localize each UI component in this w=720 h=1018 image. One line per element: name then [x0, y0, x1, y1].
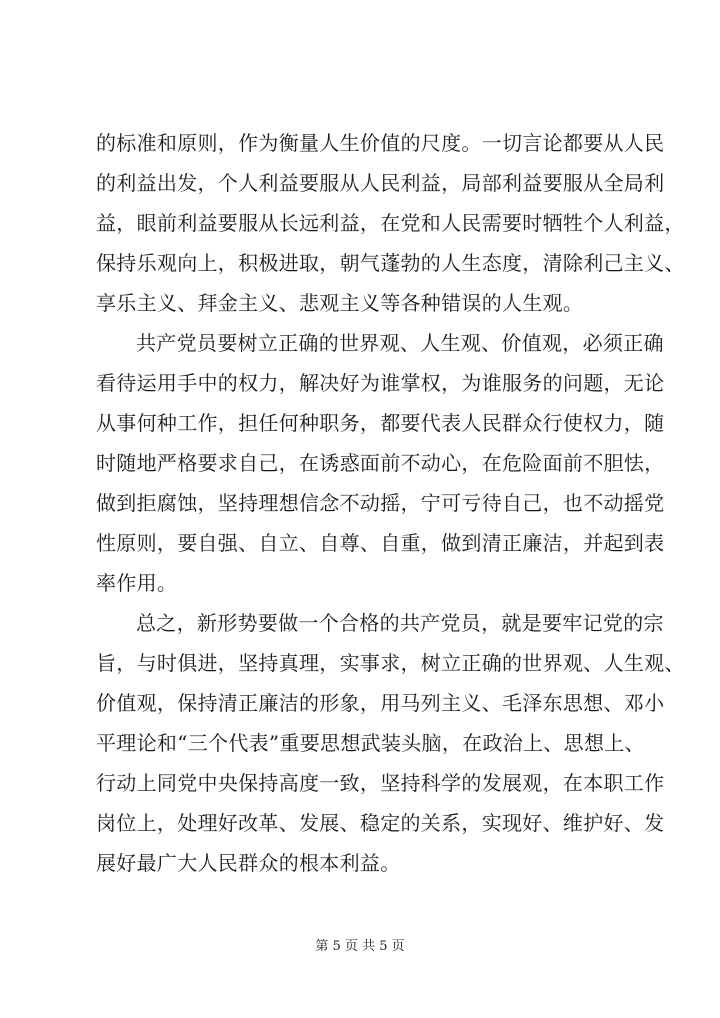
text-line: 做到拒腐蚀，坚持理想信念不动摇，宁可亏待自己，也不动摇党 — [96, 491, 665, 515]
text-line: 岗位上，处理好改革、发展、稳定的关系，实现好、维护好、发 — [96, 811, 665, 835]
text-line: 从事何种工作，担任何种职务，都要代表人民群众行使权力，随 — [96, 411, 665, 435]
text-line: 保持乐观向上，积极进取，朝气蓬勃的人生态度，清除利己主义、 — [96, 251, 685, 275]
text-line: 时随地严格要求自己，在诱惑面前不动心，在危险面前不胆怯， — [96, 451, 665, 475]
paragraph-start-line: 总之，新形势要做一个合格的共产党员，就是要牢记党的宗 — [136, 611, 664, 635]
paragraph-start-line: 共产党员要树立正确的世界观、人生观、价值观，必须正确 — [136, 331, 664, 355]
text-line: 平理论和“三个代表”重要思想武装头脑，在政治上、思想上、 — [96, 731, 645, 755]
text-line: 价值观，保持清正廉洁的形象，用马列主义、毛泽东思想、邓小 — [96, 691, 665, 715]
text-line: 率作用。 — [96, 571, 178, 595]
text-line: 性原则，要自强、自立、自尊、自重，做到清正廉洁，并起到表 — [96, 531, 665, 555]
text-line: 享乐主义、拜金主义、悲观主义等各种错误的人生观。 — [96, 291, 584, 315]
text-line: 益，眼前利益要服从长远利益，在党和人民需要时牺牲个人利益， — [96, 211, 685, 235]
text-line: 行动上同党中央保持高度一致，坚持科学的发展观，在本职工作 — [96, 771, 665, 795]
text-line: 展好最广大人民群众的根本利益。 — [96, 851, 401, 875]
page-number-footer: 第 5 页 共 5 页 — [315, 939, 405, 954]
text-line: 的标准和原则，作为衡量人生价值的尺度。一切言论都要从人民 — [96, 131, 665, 155]
text-line: 看待运用手中的权力，解决好为谁掌权，为谁服务的问题，无论 — [96, 371, 665, 395]
text-line: 旨，与时俱进，坚持真理，实事求，树立正确的世界观、人生观、 — [96, 651, 685, 675]
text-line: 的利益出发，个人利益要服从人民利益，局部利益要服从全局利 — [96, 171, 665, 195]
